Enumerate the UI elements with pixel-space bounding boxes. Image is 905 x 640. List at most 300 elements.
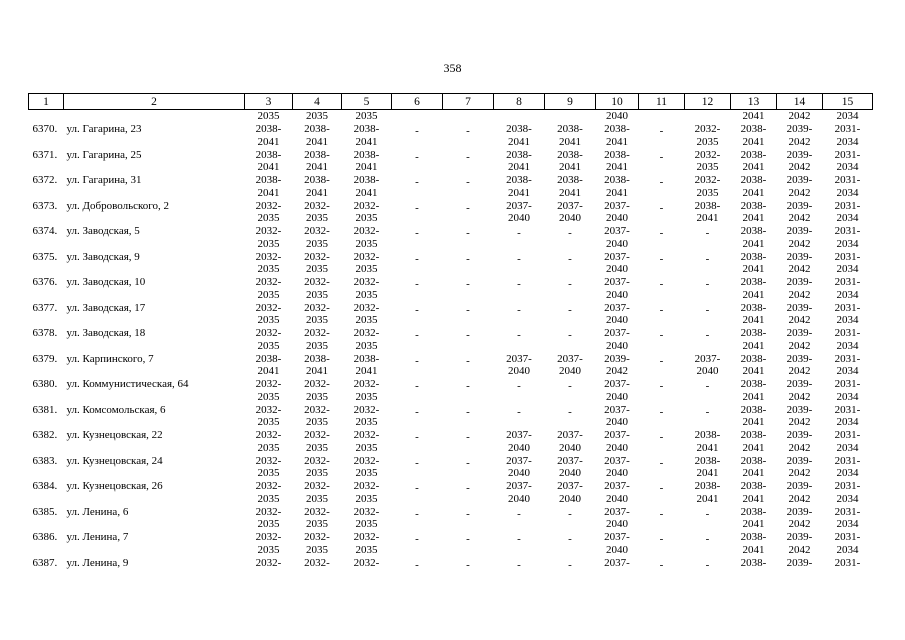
period-value: 2035	[257, 467, 280, 480]
row-number: 6382.	[32, 429, 58, 441]
period-cell	[545, 174, 596, 200]
period-cell	[777, 327, 823, 353]
period-value: 2042	[788, 339, 811, 352]
period-value: 2032-	[304, 556, 330, 569]
period-value: 2031-	[834, 123, 861, 135]
table-row	[29, 123, 873, 149]
period-cell	[731, 276, 777, 302]
period-value: 2032-	[255, 556, 282, 569]
period-cell	[823, 480, 873, 506]
period-value: 2032-	[304, 378, 330, 390]
period-cell	[342, 123, 392, 149]
period-value: 2039-	[786, 225, 813, 237]
period-value: 2041	[742, 237, 765, 250]
period-value: 2038-	[255, 123, 282, 135]
dash-cell	[392, 455, 443, 481]
period-value: 2041	[742, 416, 765, 429]
period-cell	[293, 404, 342, 430]
period-value: 2038-	[506, 123, 532, 135]
dash-value: -	[517, 533, 521, 545]
row-number: 6386.	[32, 531, 58, 543]
period-value: 2032-	[353, 454, 380, 467]
dash-value: -	[466, 176, 470, 188]
period-cell	[545, 200, 596, 226]
period-value: 2035	[257, 543, 280, 556]
period-value: 2041	[742, 441, 765, 454]
continuation-cell	[545, 110, 596, 124]
period-cell	[596, 149, 639, 175]
period-cell	[293, 174, 342, 200]
dash-cell	[443, 174, 494, 200]
period-cell	[823, 557, 873, 570]
period-cell	[494, 174, 545, 200]
period-cell	[731, 302, 777, 328]
period-cell	[293, 353, 342, 379]
dash-value: -	[466, 303, 470, 316]
column-header-1: 1	[29, 94, 64, 110]
dash-value: -	[568, 507, 572, 520]
period-cell	[342, 149, 392, 175]
dash-value: -	[568, 278, 572, 290]
period-value: 2038-	[353, 352, 380, 365]
period-value: 2032-	[255, 225, 282, 237]
dash-value: -	[659, 125, 664, 137]
dash-value: -	[415, 278, 419, 290]
period-cell	[342, 378, 392, 404]
period-value: 2031-	[834, 454, 861, 467]
period-value: 2037-	[604, 480, 630, 492]
dash-cell	[443, 353, 494, 379]
period-cell	[293, 200, 342, 226]
period-value: 2039-	[786, 352, 813, 365]
period-value: 2038-	[557, 123, 583, 135]
period-cell	[731, 480, 777, 506]
row-number: 6377.	[32, 301, 58, 314]
period-cell	[731, 531, 777, 557]
period-value: 2034	[836, 492, 859, 505]
period-value: 2038-	[694, 199, 721, 212]
period-value: 2032-	[255, 378, 282, 390]
period-value: 2041	[606, 161, 628, 174]
row-number: 6376.	[32, 276, 58, 288]
period-value: 2041	[559, 135, 581, 148]
period-value: 2034	[836, 212, 859, 225]
continuation-cell: 2042	[788, 110, 811, 122]
period-value: 2035	[355, 288, 378, 301]
period-value: 2041	[742, 543, 765, 556]
period-value: 2040	[559, 441, 581, 454]
period-cell	[731, 404, 777, 430]
dash-cell	[639, 225, 685, 251]
period-value: 2032-	[353, 429, 380, 441]
period-cell	[777, 276, 823, 302]
row-number: 6374.	[32, 225, 58, 237]
dash-cell	[392, 531, 443, 557]
period-cell	[777, 302, 823, 328]
period-value: 2041	[306, 161, 328, 174]
period-value: 2038-	[740, 352, 767, 365]
period-value: 2039-	[786, 454, 813, 467]
period-value: 2040	[508, 467, 530, 480]
period-value: 2035	[257, 492, 280, 505]
period-value: 2038-	[506, 148, 532, 161]
dash-value: -	[659, 329, 664, 341]
address-cell: ул. Добровольского, 2	[66, 199, 169, 212]
period-cell	[545, 455, 596, 481]
period-value: 2034	[836, 186, 859, 199]
period-cell	[823, 506, 873, 532]
period-value: 2031-	[834, 378, 861, 390]
period-value: 2032-	[255, 531, 282, 543]
period-value: 2041	[742, 186, 765, 199]
period-value: 2035	[257, 441, 280, 454]
period-value: 2042	[788, 518, 811, 531]
continuation-cell	[494, 110, 545, 124]
dash-cell	[639, 251, 685, 277]
period-value: 2037-	[557, 454, 583, 467]
period-cell	[245, 225, 293, 251]
period-value: 2042	[788, 237, 811, 250]
period-value: 2038-	[740, 250, 767, 263]
column-header-3: 3	[245, 94, 293, 110]
period-value: 2042	[788, 314, 811, 327]
period-value: 2035	[355, 390, 378, 403]
period-cell	[731, 455, 777, 481]
dash-value: -	[466, 201, 470, 214]
period-value: 2034	[836, 237, 859, 250]
period-value: 2032-	[304, 480, 330, 492]
period-cell	[545, 353, 596, 379]
period-value: 2038-	[506, 174, 532, 186]
dash-value: -	[705, 227, 710, 239]
period-cell	[823, 378, 873, 404]
period-value: 2041	[606, 135, 628, 148]
period-value: 2035	[306, 314, 328, 327]
dash-cell	[494, 327, 545, 353]
period-value: 2031-	[834, 531, 861, 543]
period-cell	[596, 353, 639, 379]
column-header-12: 12	[685, 94, 731, 110]
period-cell	[823, 353, 873, 379]
period-cell	[596, 123, 639, 149]
period-cell	[731, 506, 777, 532]
dash-cell	[545, 557, 596, 570]
period-cell	[245, 327, 293, 353]
period-value: 2037-	[604, 225, 630, 237]
period-value: 2041	[742, 339, 765, 352]
period-value: 2038-	[694, 429, 721, 441]
dash-cell	[639, 404, 685, 430]
period-value: 2035	[355, 518, 378, 531]
period-value: 2038-	[557, 148, 583, 161]
dash-value: -	[415, 227, 419, 239]
period-value: 2038-	[740, 531, 767, 543]
period-value: 2038-	[740, 556, 767, 569]
period-cell	[342, 506, 392, 532]
period-value: 2038-	[740, 480, 767, 492]
period-cell	[731, 429, 777, 455]
period-value: 2041	[508, 135, 530, 148]
dash-value: -	[415, 533, 419, 545]
dash-cell	[685, 302, 731, 328]
dash-cell	[443, 276, 494, 302]
dash-cell	[494, 506, 545, 532]
row-number: 6387.	[32, 556, 58, 569]
period-value: 2032-	[353, 199, 380, 212]
period-value: 2039-	[786, 505, 813, 518]
period-value: 2040	[606, 518, 628, 531]
period-value: 2032-	[353, 250, 380, 263]
period-cell	[823, 404, 873, 430]
period-cell	[777, 506, 823, 532]
continuation-cell: 2034	[836, 110, 859, 122]
period-value: 2040	[508, 212, 530, 225]
dash-cell	[545, 302, 596, 328]
period-value: 2034	[836, 416, 859, 429]
period-value: 2038-	[740, 225, 767, 237]
period-value: 2039-	[786, 123, 813, 135]
period-cell	[245, 455, 293, 481]
period-value: 2040	[606, 288, 628, 301]
dash-value: -	[415, 558, 419, 571]
address-cell: ул. Ленина, 6	[66, 505, 129, 518]
period-value: 2031-	[834, 225, 861, 237]
period-value: 2037-	[557, 429, 583, 441]
period-value: 2035	[696, 186, 719, 199]
dash-cell	[443, 404, 494, 430]
period-value: 2041	[742, 263, 765, 276]
period-cell	[293, 480, 342, 506]
row-number: 6378.	[32, 327, 58, 339]
period-cell	[494, 480, 545, 506]
dash-cell	[392, 429, 443, 455]
period-value: 2037-	[506, 429, 532, 441]
table-row	[29, 149, 873, 175]
period-cell	[342, 480, 392, 506]
period-value: 2041	[355, 161, 378, 174]
dash-value: -	[568, 533, 572, 545]
period-value: 2038-	[304, 123, 330, 135]
dash-cell	[545, 225, 596, 251]
period-cell	[596, 200, 639, 226]
period-cell	[545, 123, 596, 149]
dash-cell	[639, 531, 685, 557]
dash-value: -	[466, 252, 470, 265]
period-value: 2042	[606, 365, 628, 378]
dash-cell	[392, 123, 443, 149]
dash-cell	[639, 429, 685, 455]
dash-cell	[639, 276, 685, 302]
period-cell	[293, 123, 342, 149]
dash-cell	[685, 251, 731, 277]
dash-cell	[639, 353, 685, 379]
dash-cell	[392, 480, 443, 506]
period-cell	[777, 455, 823, 481]
continuation-row	[29, 110, 873, 124]
period-value: 2042	[788, 492, 811, 505]
period-value: 2032-	[353, 327, 380, 339]
period-cell	[245, 149, 293, 175]
dash-value: -	[659, 405, 664, 418]
period-value: 2035	[306, 492, 328, 505]
period-value: 2039-	[786, 250, 813, 263]
row-number: 6381.	[32, 403, 58, 416]
period-value: 2037-	[604, 378, 630, 390]
dash-cell	[392, 149, 443, 175]
address-cell: ул. Комсомольская, 6	[66, 403, 166, 416]
table-row	[29, 251, 873, 277]
period-value: 2035	[355, 416, 378, 429]
period-value: 2037-	[604, 531, 630, 543]
period-value: 2041	[606, 186, 628, 199]
period-value: 2040	[606, 492, 628, 505]
dash-cell	[545, 378, 596, 404]
period-value: 2032-	[304, 250, 330, 263]
period-value: 2034	[836, 314, 859, 327]
dash-cell	[392, 174, 443, 200]
dash-cell	[639, 302, 685, 328]
period-value: 2038-	[740, 429, 767, 441]
address-cell: ул. Кузнецовская, 26	[66, 480, 163, 492]
dash-value: -	[705, 558, 710, 571]
period-value: 2035	[306, 212, 328, 225]
period-cell	[494, 123, 545, 149]
period-value: 2032-	[353, 276, 380, 288]
column-header-13: 13	[731, 94, 777, 110]
period-value: 2040	[559, 492, 581, 505]
dash-cell	[443, 480, 494, 506]
period-value: 2041	[696, 441, 719, 454]
period-value: 2037-	[604, 250, 630, 263]
dash-value: -	[415, 456, 419, 469]
period-value: 2038-	[353, 123, 380, 135]
period-value: 2032-	[353, 505, 380, 518]
period-cell	[685, 149, 731, 175]
period-cell	[245, 353, 293, 379]
period-value: 2035	[257, 339, 280, 352]
dash-cell	[443, 225, 494, 251]
dash-cell	[545, 327, 596, 353]
period-cell	[545, 149, 596, 175]
dash-value: -	[705, 405, 710, 418]
column-header-10: 10	[596, 94, 639, 110]
dash-value: -	[659, 252, 664, 265]
period-value: 2037-	[506, 352, 532, 365]
period-value: 2032-	[694, 148, 721, 161]
dash-value: -	[415, 125, 419, 137]
period-value: 2032-	[304, 531, 330, 543]
dash-cell	[685, 225, 731, 251]
period-cell	[731, 327, 777, 353]
period-value: 2038-	[740, 378, 767, 390]
period-cell	[823, 276, 873, 302]
period-value: 2041	[742, 314, 765, 327]
period-value: 2035	[355, 441, 378, 454]
period-value: 2038-	[740, 148, 767, 161]
period-value: 2035	[306, 416, 328, 429]
dash-cell	[639, 480, 685, 506]
period-value: 2032-	[255, 454, 282, 467]
dash-value: -	[705, 533, 710, 545]
period-value: 2032-	[255, 250, 282, 263]
period-value: 2031-	[834, 199, 861, 212]
period-value: 2032-	[255, 199, 282, 212]
period-value: 2032-	[353, 531, 380, 543]
dash-value: -	[415, 329, 419, 341]
period-value: 2032-	[304, 276, 330, 288]
continuation-cell	[29, 110, 64, 124]
period-value: 2037-	[604, 199, 630, 212]
dash-cell	[545, 506, 596, 532]
period-value: 2034	[836, 543, 859, 556]
period-cell	[731, 149, 777, 175]
period-value: 2032-	[255, 480, 282, 492]
table-row	[29, 302, 873, 328]
address-cell: ул. Гагарина, 31	[66, 174, 142, 186]
address-cell: ул. Коммунистическая, 64	[66, 378, 189, 390]
table-row	[29, 429, 873, 455]
period-value: 2039-	[604, 352, 630, 365]
period-cell	[545, 480, 596, 506]
dash-cell	[443, 327, 494, 353]
dash-value: -	[568, 380, 572, 392]
dash-value: -	[466, 405, 470, 418]
period-value: 2031-	[834, 276, 861, 288]
period-value: 2035	[355, 543, 378, 556]
period-value: 2039-	[786, 276, 813, 288]
address-cell: ул. Ленина, 9	[66, 556, 129, 569]
period-cell	[596, 404, 639, 430]
dash-value: -	[466, 482, 470, 494]
period-cell	[245, 429, 293, 455]
address-cell: ул. Ленина, 7	[66, 531, 129, 543]
continuation-cell	[64, 110, 245, 124]
period-value: 2034	[836, 339, 859, 352]
dash-cell	[392, 225, 443, 251]
period-value: 2041	[355, 365, 378, 378]
period-value: 2037-	[604, 276, 630, 288]
period-value: 2035	[306, 390, 328, 403]
period-cell	[293, 251, 342, 277]
period-value: 2039-	[786, 556, 813, 569]
period-cell	[494, 200, 545, 226]
period-value: 2035	[257, 212, 280, 225]
period-value: 2038-	[740, 327, 767, 339]
period-value: 2038-	[740, 403, 767, 416]
period-value: 2040	[559, 212, 581, 225]
period-value: 2035	[355, 237, 378, 250]
period-value: 2034	[836, 365, 859, 378]
period-value: 2039-	[786, 378, 813, 390]
dash-cell	[494, 225, 545, 251]
dash-value: -	[466, 533, 470, 545]
period-value: 2039-	[786, 531, 813, 543]
period-cell	[823, 251, 873, 277]
period-value: 2038-	[740, 276, 767, 288]
table-row	[29, 174, 873, 200]
row-number: 6372.	[32, 174, 58, 186]
dash-cell	[443, 149, 494, 175]
period-value: 2035	[355, 492, 378, 505]
period-value: 2031-	[834, 301, 861, 314]
period-value: 2035	[257, 518, 280, 531]
period-cell	[245, 480, 293, 506]
address-cell: ул. Заводская, 9	[66, 250, 140, 263]
period-value: 2037-	[604, 505, 630, 518]
column-header-8: 8	[494, 94, 545, 110]
dash-cell	[685, 531, 731, 557]
period-cell	[596, 378, 639, 404]
